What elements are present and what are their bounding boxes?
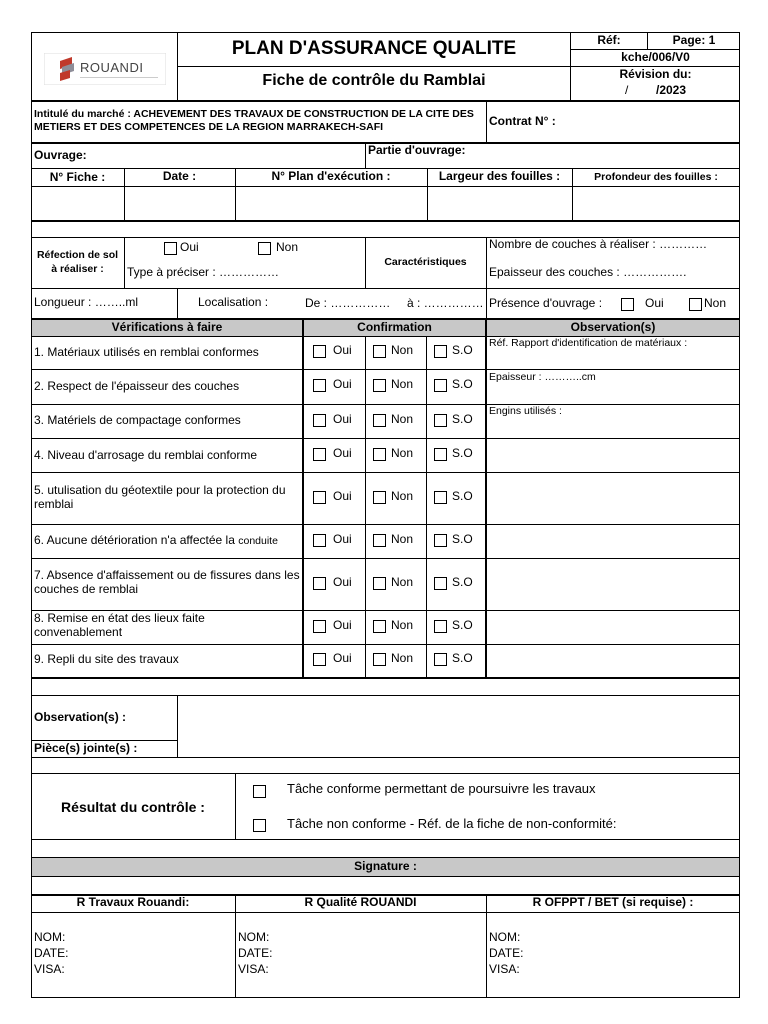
row-5-non-label: Non xyxy=(391,489,414,503)
date-cell[interactable] xyxy=(125,187,234,219)
verification-row-7: 7. Absence d'affaissement ou de fissures dans les couches de remblai xyxy=(34,568,300,596)
col-largeur: Largeur des fouilles : xyxy=(438,169,561,183)
col-date: Date : xyxy=(162,169,197,183)
row-9-so-label: S.O xyxy=(452,651,473,665)
signature-1-visa: VISA: xyxy=(34,962,65,976)
row-8-oui-checkbox[interactable] xyxy=(313,620,326,633)
signature-2-visa: VISA: xyxy=(238,962,269,976)
row-5-so-checkbox[interactable] xyxy=(434,491,447,504)
result-non-conforme-checkbox[interactable] xyxy=(253,819,266,832)
page-number: Page: 1 xyxy=(672,33,716,47)
marche-title: Intitulé du marché : ACHEVEMENT DES TRAVAUX DE CONSTRUCTION DE LA CITE DES METIERS ET DES COMPETENCES DE LA REGION MARRAKECH-SAFI xyxy=(34,108,474,134)
row-3-non-label: Non xyxy=(391,412,414,426)
pieces-jointes-label: Pièce(s) jointe(s) : xyxy=(34,741,138,755)
row-6-non-label: Non xyxy=(391,532,414,546)
largeur-cell[interactable] xyxy=(428,187,571,219)
row-5-oui-checkbox[interactable] xyxy=(313,491,326,504)
localisation-label: Localisation : xyxy=(198,295,269,309)
row-9-non-checkbox[interactable] xyxy=(373,653,386,666)
confirmation-header: Confirmation xyxy=(357,320,432,334)
row-4-non-label: Non xyxy=(391,446,414,460)
localisation-to: à : …………… xyxy=(407,296,484,310)
row-4-oui-checkbox[interactable] xyxy=(313,448,326,461)
row-3-oui-label: Oui xyxy=(333,412,352,426)
col-fiche-number: N° Fiche : xyxy=(49,170,106,184)
longueur-field: Longueur : ……..ml xyxy=(34,295,139,309)
row-2-oui-label: Oui xyxy=(333,377,352,391)
obs-row-3: Engins utilisés : xyxy=(489,405,562,417)
observations-field[interactable] xyxy=(178,696,739,756)
verification-row-9: 9. Repli du site des travaux xyxy=(34,652,179,666)
presence-non-label: Non xyxy=(704,296,727,310)
refection-oui-label: Oui xyxy=(180,240,199,254)
row-3-so-label: S.O xyxy=(452,412,473,426)
plan-execution-cell[interactable] xyxy=(236,187,426,219)
row-9-oui-label: Oui xyxy=(333,651,352,665)
signature-2-nom: NOM: xyxy=(238,930,270,944)
row-8-oui-label: Oui xyxy=(333,618,352,632)
row-2-non-label: Non xyxy=(391,377,414,391)
refection-label-1: Réfection de sol xyxy=(36,249,119,261)
verification-row-6 xyxy=(34,534,278,548)
epaisseur-couches: Epaisseur des couches : ……………. xyxy=(489,265,687,279)
ouvrage-label: Ouvrage: xyxy=(34,148,87,162)
row-6-so-label: S.O xyxy=(452,532,473,546)
row-9-non-label: Non xyxy=(391,651,414,665)
row-1-oui-label: Oui xyxy=(333,343,352,357)
row-4-so-checkbox[interactable] xyxy=(434,448,447,461)
presence-non-checkbox[interactable] xyxy=(689,298,702,311)
row-2-non-checkbox[interactable] xyxy=(373,379,386,392)
result-non-conforme-label: Tâche non conforme - Réf. de la fiche de non-conformité: xyxy=(287,816,617,831)
sign-col-ofppt: R OFPPT / BET (si requise) : xyxy=(532,895,694,909)
row-6-oui-checkbox[interactable] xyxy=(313,534,326,547)
caracteristiques-label: Caractéristiques xyxy=(384,256,467,268)
signature-3-visa: VISA: xyxy=(489,962,520,976)
verification-row-5: 5. utulisation du géotextile pour la protection du remblai xyxy=(34,483,286,511)
logo-tagline-line xyxy=(80,77,158,78)
contrat-label: Contrat N° : xyxy=(489,114,556,128)
observations-label: Observation(s) : xyxy=(34,710,127,724)
main-title: PLAN D'ASSURANCE QUALITE xyxy=(231,38,517,59)
row-8-so-checkbox[interactable] xyxy=(434,620,447,633)
refection-oui-checkbox[interactable] xyxy=(164,242,177,255)
verification-row-6-small: conduite xyxy=(238,535,278,547)
row-5-non-checkbox[interactable] xyxy=(373,491,386,504)
verification-row-1: 1. Matériaux utilisés en remblai conformes xyxy=(34,345,259,359)
row-7-oui-label: Oui xyxy=(333,575,352,589)
row-2-oui-checkbox[interactable] xyxy=(313,379,326,392)
verification-row-4: 4. Niveau d'arrosage du remblai conforme xyxy=(34,448,258,462)
presence-oui-label: Oui xyxy=(645,296,664,310)
verification-row-6-text: 6. Aucune détérioration n'a affectée la xyxy=(34,533,235,547)
row-2-so-label: S.O xyxy=(452,377,473,391)
revision-date: /2023 xyxy=(656,83,687,97)
verifications-header: Vérifications à faire xyxy=(111,320,223,334)
fiche-number-cell[interactable] xyxy=(32,187,123,219)
signature-3-nom: NOM: xyxy=(489,930,521,944)
row-1-non-label: Non xyxy=(391,343,414,357)
localisation-from: De : …………… xyxy=(305,296,391,310)
refection-label-2: à réaliser : xyxy=(51,263,104,275)
presence-oui-checkbox[interactable] xyxy=(621,298,634,311)
row-6-non-checkbox[interactable] xyxy=(373,534,386,547)
result-conforme-checkbox[interactable] xyxy=(253,785,266,798)
row-8-non-checkbox[interactable] xyxy=(373,620,386,633)
row-9-so-checkbox[interactable] xyxy=(434,653,447,666)
obs-row-1: Réf. Rapport d'identification de matériaux : xyxy=(489,337,688,349)
refection-non-label: Non xyxy=(276,240,299,254)
col-profondeur: Profondeur des fouilles : xyxy=(594,171,718,183)
row-7-non-checkbox[interactable] xyxy=(373,577,386,590)
sign-col-qualite: R Qualité ROUANDI xyxy=(304,895,417,909)
row-4-oui-label: Oui xyxy=(333,446,352,460)
revision-label: Révision du: xyxy=(619,67,692,81)
company-logo xyxy=(44,53,166,85)
sheet-subtitle: Fiche de contrôle du Ramblai xyxy=(262,72,486,89)
signature-1-date: DATE: xyxy=(34,946,69,960)
signature-2-date: DATE: xyxy=(238,946,273,960)
refection-non-checkbox[interactable] xyxy=(258,242,271,255)
profondeur-cell[interactable] xyxy=(573,187,739,219)
row-1-so-checkbox[interactable] xyxy=(434,345,447,358)
row-4-non-checkbox[interactable] xyxy=(373,448,386,461)
row-9-oui-checkbox[interactable] xyxy=(313,653,326,666)
row-8-non-label: Non xyxy=(391,618,414,632)
row-1-non-checkbox[interactable] xyxy=(373,345,386,358)
row-6-oui-label: Oui xyxy=(333,532,352,546)
row-1-so-label: S.O xyxy=(452,343,473,357)
type-preciser: Type à préciser : …………… xyxy=(127,265,280,279)
resultat-label: Résultat du contrôle : xyxy=(61,799,205,815)
row-7-so-label: S.O xyxy=(452,575,473,589)
nombre-couches: Nombre de couches à réaliser : ………… xyxy=(489,237,708,251)
row-8-so-label: S.O xyxy=(452,618,473,632)
row-7-so-checkbox[interactable] xyxy=(434,577,447,590)
partie-ouvrage-label: Partie d'ouvrage: xyxy=(368,143,466,157)
row-7-oui-checkbox[interactable] xyxy=(313,577,326,590)
presence-ouvrage-label: Présence d'ouvrage : xyxy=(489,296,603,310)
col-plan-execution: N° Plan d'exécution : xyxy=(271,169,391,183)
signature-3-date: DATE: xyxy=(489,946,524,960)
row-6-so-checkbox[interactable] xyxy=(434,534,447,547)
row-5-so-label: S.O xyxy=(452,489,473,503)
sign-col-travaux: R Travaux Rouandi: xyxy=(76,895,190,909)
ref-label: Réf: xyxy=(597,33,621,47)
row-5-oui-label: Oui xyxy=(333,489,352,503)
ref-value: kche/006/V0 xyxy=(621,50,690,64)
row-7-non-label: Non xyxy=(391,575,414,589)
row-3-non-checkbox[interactable] xyxy=(373,414,386,427)
row-3-so-checkbox[interactable] xyxy=(434,414,447,427)
signature-1-nom: NOM: xyxy=(34,930,66,944)
logo-text: ROUANDI xyxy=(80,60,144,75)
result-conforme-label: Tâche conforme permettant de poursuivre les travaux xyxy=(287,781,596,796)
row-1-oui-checkbox[interactable] xyxy=(313,345,326,358)
revision-slash: / xyxy=(625,83,629,97)
row-4-so-label: S.O xyxy=(452,446,473,460)
signature-title: Signature : xyxy=(354,859,417,873)
observations-header: Observation(s) xyxy=(570,320,656,334)
verification-row-2: 2. Respect de l'épaisseur des couches xyxy=(34,379,240,393)
obs-row-2: Epaisseur : ………..cm xyxy=(489,371,596,383)
verification-row-8: 8. Remise en état des lieux faite convenablement xyxy=(34,611,205,639)
verification-row-3: 3. Matériels de compactage conformes xyxy=(34,413,241,427)
row-2-so-checkbox[interactable] xyxy=(434,379,447,392)
row-3-oui-checkbox[interactable] xyxy=(313,414,326,427)
